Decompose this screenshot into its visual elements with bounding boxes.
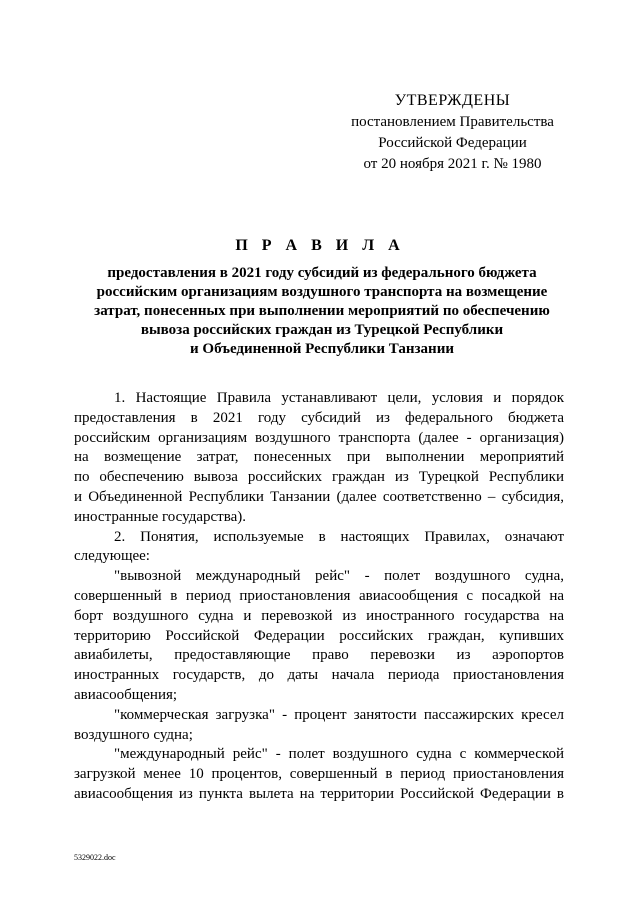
body-line: иностранные государства). xyxy=(74,508,246,525)
approval-line: от 20 ноября 2021 г. № 1980 xyxy=(363,156,542,172)
body-line: борт воздушного судна и перевозкой из иностранного государства на xyxy=(74,607,564,624)
body-line: авиасообщения из пункта вылета на территории Российской Федерации в xyxy=(74,785,564,802)
subtitle-line: и Объединенной Республики Танзании xyxy=(190,341,454,357)
body-line: территорию Российской Федерации российских граждан, купивших xyxy=(74,627,564,644)
body-line: иностранных государств, до даты начала периода приостановления xyxy=(74,667,564,684)
body-line: 1. Настоящие Правила устанавливают цели, условия и порядок xyxy=(114,390,564,406)
document-body xyxy=(74,389,564,805)
body-line: и Объединенной Республики Танзании (далее соответственно – субсидия, xyxy=(74,488,564,505)
body-line: "международный рейс" - полет воздушного судна с коммерческой xyxy=(114,746,564,763)
body-line: "коммерческая загрузка" - процент занятости пассажирских кресел xyxy=(114,706,564,723)
subtitle-line: вывоза российских граждан из Турецкой Республики xyxy=(140,322,504,338)
subtitle-line: предоставления в 2021 году субсидий из федерального бюджета xyxy=(107,265,537,281)
body-line: по обеспечению вывоза российских граждан из Турецкой Республики xyxy=(74,469,564,486)
body-line: авиасообщения; xyxy=(74,686,178,703)
subtitle-line: затрат, понесенных при выполнении мероприятий по обеспечению xyxy=(94,303,550,319)
body-line: следующее: xyxy=(74,548,150,565)
approval-line: Российской Федерации xyxy=(378,135,527,151)
body-line: "вывозной международный рейс" - полет воздушного судна, xyxy=(114,568,564,585)
body-line: российским организациям воздушного транспорта (далее - организация) xyxy=(74,429,564,446)
body-line: предоставления в 2021 году субсидий из федерального бюджета xyxy=(74,409,564,426)
body-line: авиабилеты, предоставляющие право перевозки из аэропортов xyxy=(74,647,564,664)
subtitle-line: российским организациям воздушного транспорта на возмещение xyxy=(96,284,548,300)
body-line: загрузкой менее 10 процентов, совершенный в период приостановления xyxy=(74,766,564,783)
document-title: П Р А В И Л А xyxy=(235,237,405,254)
document-subtitle xyxy=(74,264,570,359)
approval-heading: УТВЕРЖДЕНЫ xyxy=(394,92,511,109)
body-line: 2. Понятия, используемые в настоящих Правилах, означают xyxy=(114,528,564,545)
body-line: на возмещение затрат, понесенных при выполнении мероприятий xyxy=(74,449,564,466)
approval-line: постановлением Правительства xyxy=(351,114,554,130)
body-line: совершенный в период приостановления авиасообщения с посадкой на xyxy=(74,587,564,604)
body-line: воздушного судна; xyxy=(74,726,193,743)
approval-block xyxy=(345,90,560,175)
footer-file-code: 5329022.doc xyxy=(74,853,116,862)
